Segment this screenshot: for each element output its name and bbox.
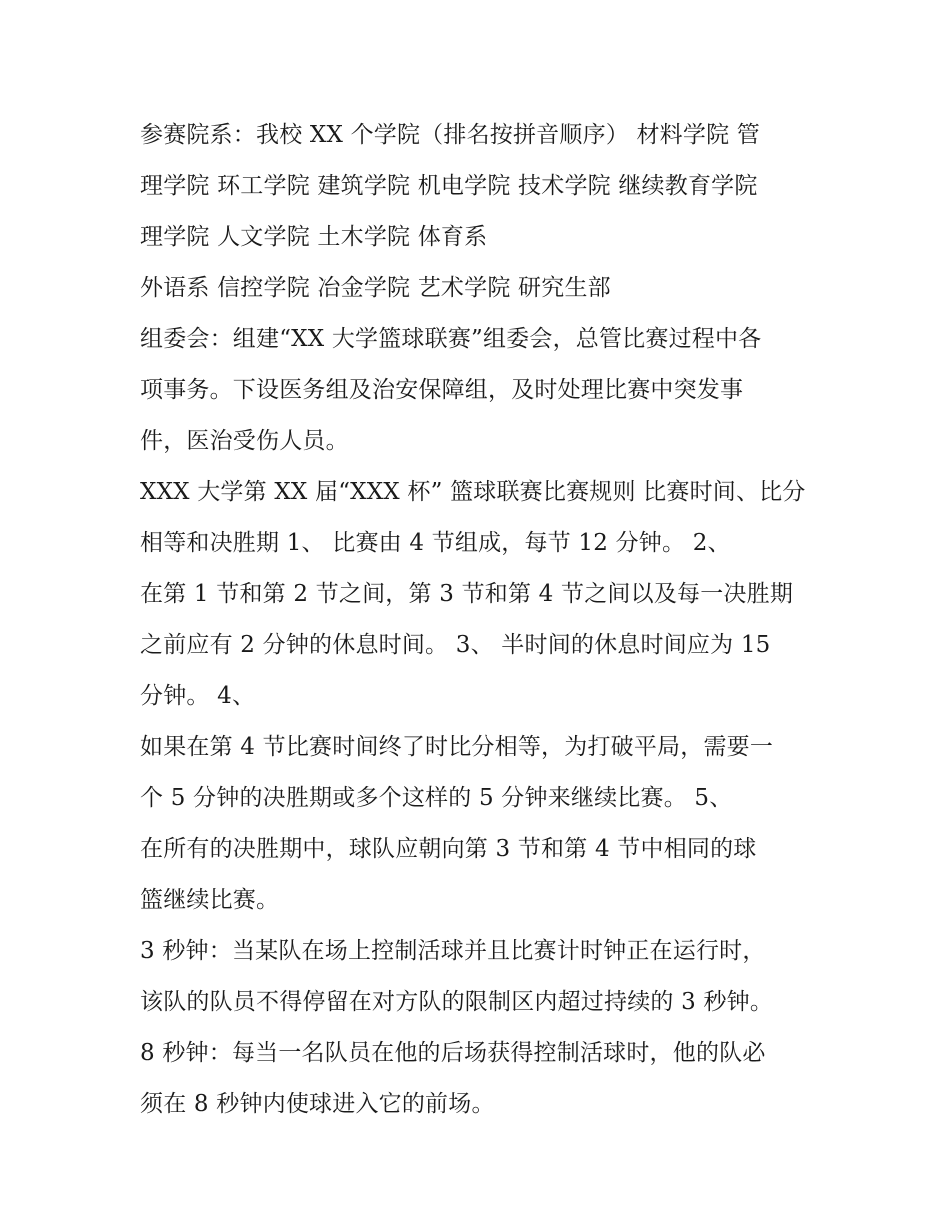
text-line-rule-2a: 在第 1 节和第 2 节之间，第 3 节和第 4 节之间以及每一决胜期 bbox=[140, 581, 794, 607]
text-line-committee-2: 项事务。下设医务组及治安保障组，及时处理比赛中突发事 bbox=[140, 377, 744, 403]
text-line-rule-4a: 如果在第 4 节比赛时间终了时比分相等，为打破平局，需要一 bbox=[140, 734, 774, 760]
text-line-colleges-3: 外语系 信控学院 冶金学院 艺术学院 研究生部 bbox=[140, 275, 611, 301]
text-line-rule-1: 相等和决胜期 1、 比赛由 4 节组成，每节 12 分钟。 2、 bbox=[140, 530, 731, 556]
document-body bbox=[140, 110, 820, 1130]
text-line-participants: 参赛院系：我校 XX 个学院（排名按拼音顺序） 材料学院 管 bbox=[140, 122, 760, 148]
text-line-colleges-2: 理学院 人文学院 土木学院 体育系 bbox=[140, 224, 488, 250]
text-line-rule-4b: 个 5 分钟的决胜期或多个这样的 5 分钟来继续比赛。 5、 bbox=[140, 785, 733, 811]
text-line-eight-sec-b: 须在 8 秒钟内使球进入它的前场。 bbox=[140, 1091, 495, 1117]
text-line-rule-2b: 之前应有 2 分钟的休息时间。 3、 半时间的休息时间应为 15 bbox=[140, 632, 771, 658]
text-line-colleges-1: 理学院 环工学院 建筑学院 机电学院 技术学院 继续教育学院 bbox=[140, 173, 758, 199]
text-line-rules-title: XXX 大学第 XX 届“XXX 杯” 篮球联赛比赛规则 比赛时间、比分 bbox=[140, 479, 806, 505]
text-line-committee-3: 件，医治受伤人员。 bbox=[140, 428, 349, 454]
text-line-rule-3: 分钟。 4、 bbox=[140, 683, 256, 709]
text-line-three-sec-a: 3 秒钟：当某队在场上控制活球并且比赛计时钟正在运行时， bbox=[140, 938, 766, 964]
text-line-eight-sec-a: 8 秒钟：每当一名队员在他的后场获得控制活球时，他的队必 bbox=[140, 1040, 766, 1066]
text-line-rule-5a: 在所有的决胜期中，球队应朝向第 3 节和第 4 节中相同的球 bbox=[140, 836, 757, 862]
text-line-rule-5b: 篮继续比赛。 bbox=[140, 887, 280, 913]
text-line-three-sec-b: 该队的队员不得停留在对方队的限制区内超过持续的 3 秒钟。 bbox=[140, 989, 774, 1015]
text-line-committee-1: 组委会：组建“XX 大学篮球联赛”组委会，总管比赛过程中各 bbox=[140, 326, 762, 352]
